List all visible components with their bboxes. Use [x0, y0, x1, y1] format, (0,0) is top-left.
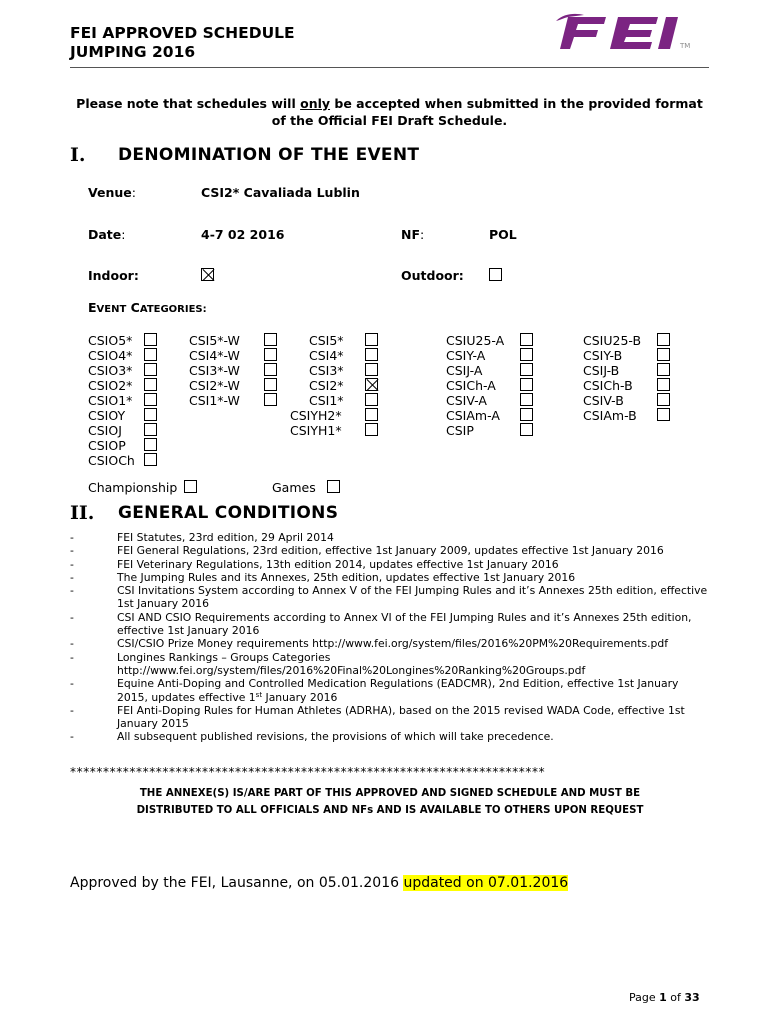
category-checkbox[interactable]	[520, 348, 533, 361]
category-label: CSIY-A	[446, 348, 486, 363]
list-item: - FEI Anti-Doping Rules for Human Athletes (ADRHA), based on the 2015 revised WADA Code, effective 1st January 2015	[70, 703, 685, 731]
outdoor-label: Outdoor:	[401, 268, 464, 283]
event-categories-heading: EVENT CATEGORIES:	[88, 300, 207, 315]
category-checkbox[interactable]	[144, 348, 157, 361]
category-checkbox[interactable]	[520, 378, 533, 391]
category-label: CSIAm-A	[446, 408, 500, 423]
header-divider	[70, 67, 709, 68]
category-checkbox[interactable]	[520, 333, 533, 346]
category-checkbox[interactable]	[365, 408, 378, 421]
nf-label: NF:	[401, 227, 425, 242]
category-label: CSIOJ	[88, 423, 122, 438]
indoor-label: Indoor:	[88, 268, 139, 283]
category-checkbox-checked[interactable]	[365, 378, 378, 391]
category-checkbox[interactable]	[144, 453, 157, 466]
category-label: CSIAm-B	[583, 408, 637, 423]
category-checkbox[interactable]	[264, 333, 277, 346]
annex-notice	[70, 785, 710, 819]
category-label: CSIYH2*	[290, 408, 342, 423]
page-number: Page 1 of 33	[629, 991, 700, 1004]
list-item: - Equine Anti-Doping and Controlled Medication Regulations (EADCMR), 2nd Edition, effective 1st January 2015, updates effective 1st January 2016	[70, 677, 679, 704]
list-item: - All subsequent published revisions, the provisions of which will take precedence.	[70, 730, 554, 744]
general-conditions-list	[70, 531, 710, 744]
annex-line-2: DISTRIBUTED TO ALL OFFICIALS AND NFs AND IS AVAILABLE TO OTHERS UPON REQUEST	[136, 805, 644, 816]
category-checkbox[interactable]	[144, 423, 157, 436]
category-checkbox[interactable]	[657, 348, 670, 361]
category-label: CSIO3*	[88, 363, 133, 378]
category-label: CSI1*-W	[189, 393, 240, 408]
venue-value: CSI2* Cavaliada Lublin	[201, 185, 360, 200]
category-checkbox[interactable]	[144, 438, 157, 451]
category-checkbox[interactable]	[264, 363, 277, 376]
category-label: CSIP	[446, 423, 474, 438]
date-value: 4-7 02 2016	[201, 227, 285, 242]
section-2-title: GENERAL CONDITIONS	[118, 503, 339, 523]
list-item: - CSI AND CSIO Requirements according to Annex VI of the FEI Jumping Rules and it’s Annexes 25th edition, effective 1st January 2016	[70, 610, 692, 638]
category-checkbox[interactable]	[657, 378, 670, 391]
category-label: CSIV-A	[446, 393, 487, 408]
category-label: CSIY-B	[583, 348, 623, 363]
category-label: CSIO4*	[88, 348, 133, 363]
category-label: CSIU25-A	[446, 333, 505, 348]
category-label: CSI5*-W	[189, 333, 240, 348]
category-label: CSIJ-A	[446, 363, 483, 378]
list-item: - The Jumping Rules and its Annexes, 25th edition, updates effective 1st January 2016	[70, 570, 576, 584]
approval-text: Approved by the FEI, Lausanne, on 05.01.2016	[70, 875, 404, 891]
category-checkbox[interactable]	[520, 393, 533, 406]
category-label: CSIYH1*	[290, 423, 342, 438]
category-checkbox[interactable]	[264, 378, 277, 391]
category-label: CSI1*	[309, 393, 344, 408]
category-checkbox[interactable]	[365, 393, 378, 406]
category-checkbox[interactable]	[365, 348, 378, 361]
category-label: CSICh-A	[446, 378, 496, 393]
update-highlight: updated on 07.01.2016	[403, 875, 569, 891]
category-checkbox[interactable]	[144, 393, 157, 406]
category-label: CSI2*	[309, 378, 344, 393]
nf-value: POL	[489, 227, 517, 242]
approval-statement	[70, 875, 568, 891]
category-checkbox[interactable]	[144, 333, 157, 346]
list-item: - Longines Rankings – Groups Categories http://www.fei.org/system/files/2016%20Final%20Longines%20Ranking%20Groups.pdf	[70, 650, 586, 677]
category-checkbox[interactable]	[144, 408, 157, 421]
list-item: - FEI Veterinary Regulations, 13th edition 2014, updates effective 1st January 2016	[70, 557, 559, 571]
category-label: CSIU25-B	[583, 333, 642, 348]
title-line-1: FEI APPROVED SCHEDULE	[70, 24, 295, 42]
category-checkbox[interactable]	[264, 393, 277, 406]
games-checkbox[interactable]	[327, 480, 340, 493]
section-2-number: II.	[70, 502, 95, 524]
category-checkbox[interactable]	[144, 378, 157, 391]
fei-logo	[554, 11, 700, 51]
category-label: CSI5*	[309, 333, 344, 348]
category-checkbox[interactable]	[657, 393, 670, 406]
outdoor-checkbox[interactable]	[489, 268, 502, 281]
list-item: - FEI Statutes, 23rd edition, 29 April 2014	[70, 531, 334, 544]
category-label: CSICh-B	[583, 378, 633, 393]
list-item: - CSI/CSIO Prize Money requirements http://www.fei.org/system/files/2016%20PM%20Requirements.pdf	[70, 637, 669, 651]
asterisk-separator: ************************************************************************	[70, 765, 546, 779]
category-label: CSIOY	[88, 408, 126, 423]
category-label: CSIJ-B	[583, 363, 620, 378]
championship-label: Championship	[88, 480, 178, 495]
category-label: CSI3*-W	[189, 363, 240, 378]
games-label: Games	[272, 480, 316, 495]
notice-emphasis: only	[300, 96, 331, 111]
category-checkbox[interactable]	[144, 363, 157, 376]
category-checkbox[interactable]	[520, 408, 533, 421]
trademark-mark: TM	[680, 42, 691, 50]
category-label: CSI2*-W	[189, 378, 240, 393]
category-checkbox[interactable]	[520, 363, 533, 376]
venue-label: Venue:	[88, 185, 136, 200]
category-label: CSIO2*	[88, 378, 133, 393]
category-label: CSI4*	[309, 348, 344, 363]
category-label: CSIOP	[88, 438, 126, 453]
notice-text-start: Please note that schedules will	[76, 96, 301, 111]
category-checkbox[interactable]	[365, 423, 378, 436]
championship-checkbox[interactable]	[184, 480, 197, 493]
category-label: CSI3*	[309, 363, 344, 378]
submission-notice	[70, 95, 709, 129]
section-1-title: DENOMINATION OF THE EVENT	[118, 145, 420, 165]
category-label: CSI4*-W	[189, 348, 240, 363]
notice-text-end: be accepted when submitted in the provided format of the Official FEI Draft Schedule.	[271, 96, 703, 128]
list-item: - CSI Invitations System according to Annex V of the FEI Jumping Rules and it’s Annexes 25th edition, effective 1st January 2016	[70, 584, 708, 611]
category-checkbox[interactable]	[657, 333, 670, 346]
indoor-checkbox[interactable]	[201, 268, 214, 281]
category-checkbox[interactable]	[657, 408, 670, 421]
category-checkbox[interactable]	[365, 363, 378, 376]
annex-line-1: THE ANNEXE(S) IS/ARE PART OF THIS APPROVED AND SIGNED SCHEDULE AND MUST BE	[139, 788, 641, 799]
category-label: CSIO5*	[88, 333, 133, 348]
category-checkbox[interactable]	[264, 348, 277, 361]
category-label: CSIV-B	[583, 393, 624, 408]
document-title	[70, 24, 295, 62]
list-item: - FEI General Regulations, 23rd edition, effective 1st January 2009, updates effective 1st January 2016	[70, 544, 664, 558]
category-checkbox[interactable]	[365, 333, 378, 346]
category-checkbox[interactable]	[520, 423, 533, 436]
section-1-number: I.	[70, 144, 86, 166]
category-checkbox[interactable]	[657, 363, 670, 376]
date-label: Date:	[88, 227, 126, 242]
category-label: CSIO1*	[88, 393, 133, 408]
title-line-2: JUMPING 2016	[70, 43, 196, 61]
category-label: CSIOCh	[88, 453, 135, 468]
